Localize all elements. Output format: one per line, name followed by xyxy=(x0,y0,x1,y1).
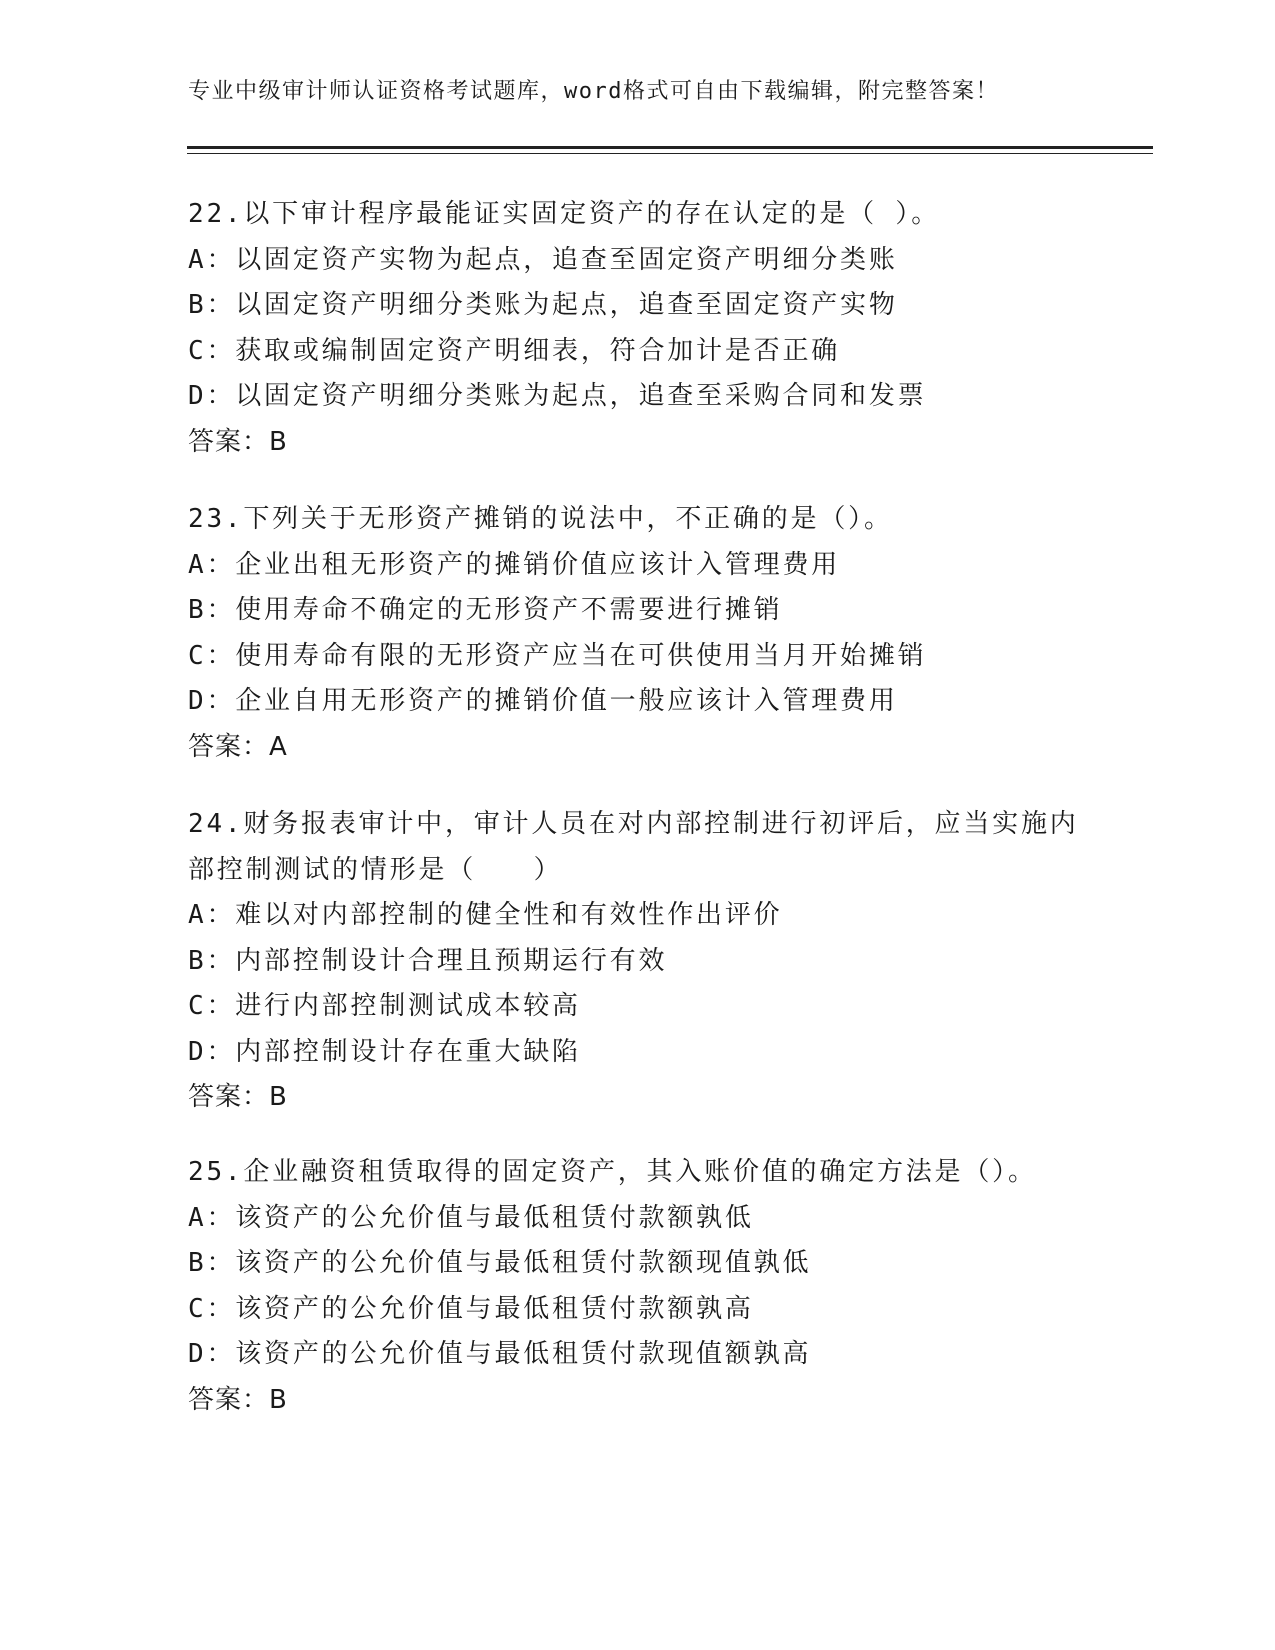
page-header: 专业中级审计师认证资格考试题库，word格式可自由下载编辑，附完整答案！ xyxy=(188,79,999,104)
option-d: D：该资产的公允价值与最低租赁付款现值额孰高 xyxy=(188,1339,812,1369)
header-divider xyxy=(187,146,1153,154)
answer-line: 答案：B xyxy=(188,1082,288,1112)
option-d: D：企业自用无形资产的摊销价值一般应该计入管理费用 xyxy=(188,686,898,716)
option-c: C：获取或编制固定资产明细表，符合加计是否正确 xyxy=(188,335,841,366)
option-b: B：以固定资产明细分类账为起点，追查至固定资产实物 xyxy=(188,290,898,320)
option-a: A：以固定资产实物为起点，追查至固定资产明细分类账 xyxy=(188,244,898,275)
question-23 xyxy=(188,497,1088,770)
option-d: D：以固定资产明细分类账为起点，追查至采购合同和发票 xyxy=(188,381,927,411)
option-b: B：内部控制设计合理且预期运行有效 xyxy=(188,945,668,976)
option-c: C：进行内部控制测试成本较高 xyxy=(188,991,581,1021)
option-b: B：使用寿命不确定的无形资产不需要进行摊销 xyxy=(188,595,783,625)
question-stem-continued: 部控制测试的情形是（ ） xyxy=(188,854,563,885)
option-a: A：难以对内部控制的健全性和有效性作出评价 xyxy=(188,900,783,930)
option-c: C：该资产的公允价值与最低租赁付款额孰高 xyxy=(188,1293,754,1324)
option-d: D：内部控制设计存在重大缺陷 xyxy=(188,1036,581,1067)
option-a: A：该资产的公允价值与最低租赁付款额孰低 xyxy=(188,1202,754,1233)
answer-line: 答案：A xyxy=(188,731,288,762)
question-25 xyxy=(188,1150,1088,1423)
question-stem: 24.财务报表审计中，审计人员在对内部控制进行初评后，应当实施内 xyxy=(188,809,1079,839)
question-24 xyxy=(188,802,1088,1121)
option-b: B：该资产的公允价值与最低租赁付款额现值孰低 xyxy=(188,1248,812,1278)
option-a: A：企业出租无形资产的摊销价值应该计入管理费用 xyxy=(188,549,841,580)
question-stem: 23.下列关于无形资产摊销的说法中，不正确的是（）。 xyxy=(188,504,893,534)
question-stem: 22.以下审计程序最能证实固定资产的存在认定的是（ ）。 xyxy=(188,199,941,229)
question-stem: 25.企业融资租赁取得的固定资产，其入账价值的确定方法是（）。 xyxy=(188,1157,1037,1187)
answer-line: 答案：B xyxy=(188,426,288,457)
question-22 xyxy=(188,192,1088,465)
answer-line: 答案：B xyxy=(188,1384,288,1415)
option-c: C：使用寿命有限的无形资产应当在可供使用当月开始摊销 xyxy=(188,640,927,671)
